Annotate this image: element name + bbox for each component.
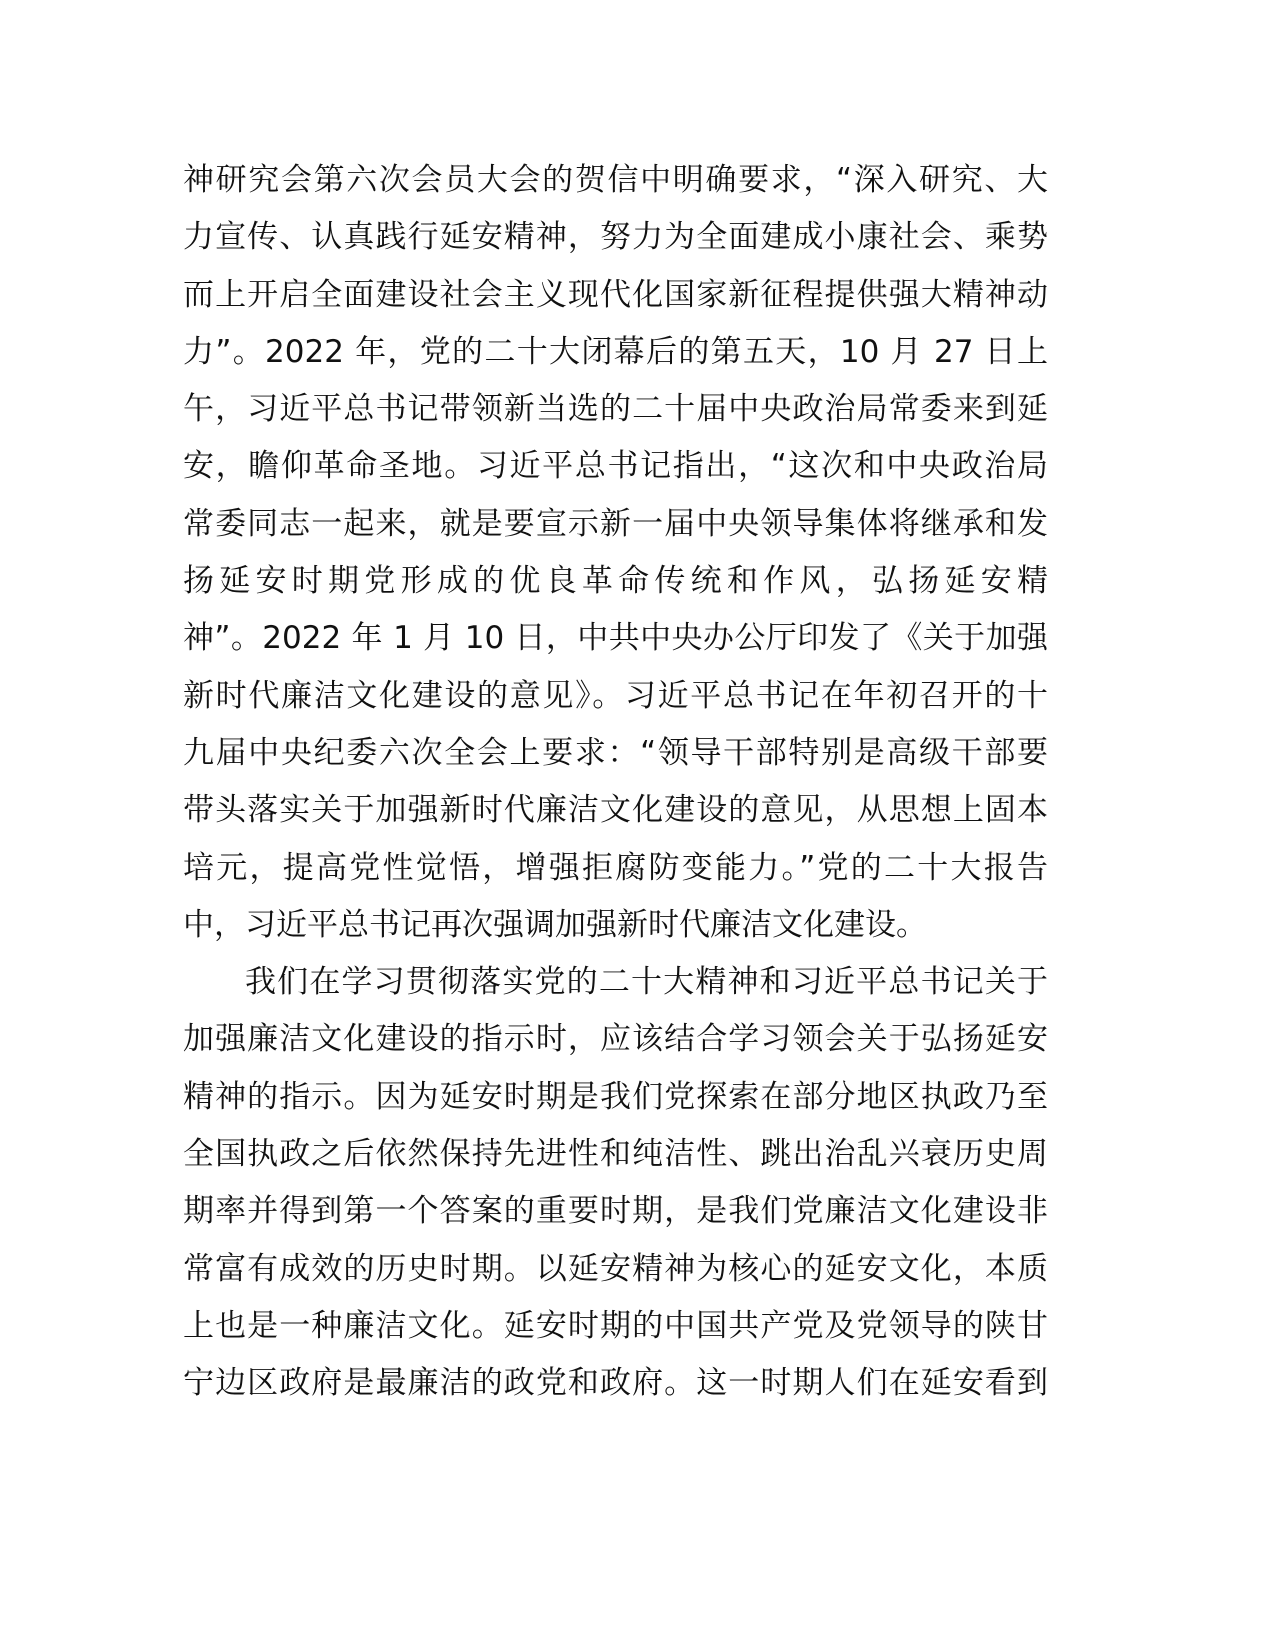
text-line: 加强廉洁文化建设的指示时，应该结合学习领会关于弘扬延安: [183, 1021, 1048, 1058]
text-line: 午，习近平总书记带领新当选的二十届中央政治局常委来到延: [183, 391, 1048, 428]
text-line: 上也是一种廉洁文化。延安时期的中国共产党及党领导的陕甘: [183, 1307, 1048, 1344]
text-line: 而上开启全面建设社会主义现代化国家新征程提供强大精神动: [183, 276, 1048, 313]
text-line: 期率并得到第一个答案的重要时期，是我们党廉洁文化建设非: [183, 1193, 1048, 1230]
text-line: 九届中央纪委六次全会上要求：“领导干部特别是高级干部要: [183, 734, 1048, 771]
text-line: 中，习近平总书记再次强调加强新时代廉洁文化建设。: [183, 906, 927, 943]
text-line: 精神的指示。因为延安时期是我们党探索在部分地区执政乃至: [183, 1078, 1048, 1115]
text-line: 安，瞻仰革命圣地。习近平总书记指出，“这次和中央政治局: [183, 448, 1048, 485]
text-line: 常委同志一起来，就是要宣示新一届中央领导集体将继承和发: [183, 505, 1048, 542]
text-line: 神研究会第六次会员大会的贺信中明确要求，“深入研究、大: [183, 162, 1048, 198]
text-line: 全国执政之后依然保持先进性和纯洁性、跳出治乱兴衰历史周: [183, 1136, 1048, 1173]
paragraph-2: [183, 954, 1048, 1412]
text-line: 力”。2022 年，党的二十大闭幕后的第五天，10 月 27 日上: [183, 333, 1048, 370]
text-line: 我们在学习贯彻落实党的二十大精神和习近平总书记关于: [245, 964, 1048, 1001]
text-line: 常富有成效的历史时期。以延安精神为核心的延安文化，本质: [183, 1250, 1048, 1287]
text-line: 新时代廉洁文化建设的意见》。习近平总书记在年初召开的十: [183, 677, 1048, 714]
text-line: 培元，提高党性觉悟，增强拒腐防变能力。”党的二十大报告: [183, 849, 1048, 886]
text-line: 扬延安时期党形成的优良革命传统和作风，弘扬延安精: [183, 563, 1048, 600]
text-line: 力宣传、认真践行延安精神，努力为全面建成小康社会、乘势: [183, 219, 1048, 256]
text-line: 神”。2022 年 1 月 10 日，中共中央办公厅印发了《关于加强: [183, 620, 1048, 657]
document-body: [183, 152, 1048, 1413]
text-line: 宁边区政府是最廉洁的政党和政府。这一时期人们在延安看到: [183, 1365, 1048, 1402]
paragraph-1: [183, 152, 1048, 954]
text-line: 带头落实关于加强新时代廉洁文化建设的意见，从思想上固本: [183, 792, 1048, 829]
